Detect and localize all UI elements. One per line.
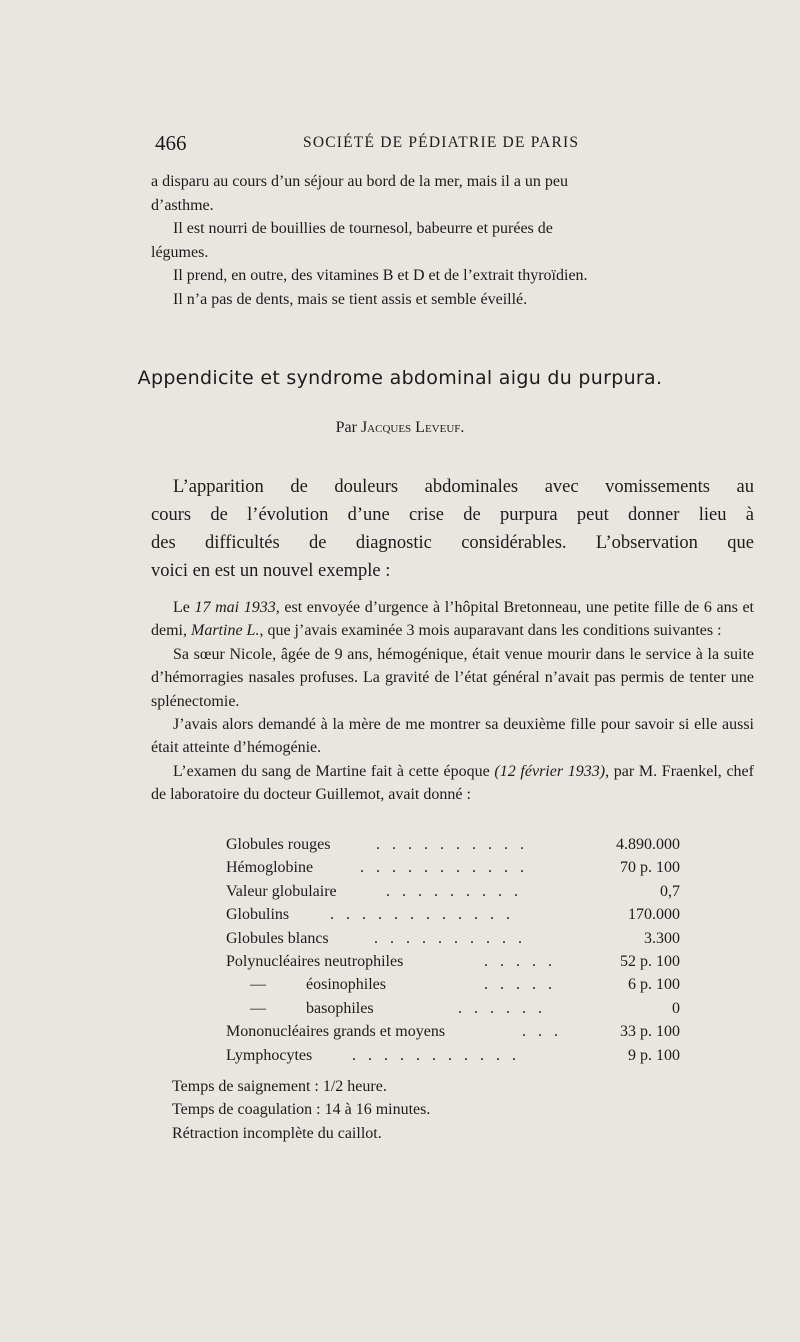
text-line: L’apparition de douleurs abdominales avec vomissements au (173, 477, 754, 497)
previous-case-text (151, 170, 754, 311)
text-run: L’examen du sang de Martine fait à cette époque (173, 762, 495, 780)
row-value: 170.000 (628, 906, 680, 924)
table-row (226, 976, 686, 999)
text-line: a disparu au cours d’un séjour au bord de la mer, mais il a un peu (151, 173, 569, 190)
row-leader: . . . . . . . . . . . (352, 1046, 520, 1064)
table-row (226, 1047, 686, 1070)
author-name: Jacques Leveuf. (360, 419, 465, 436)
row-leader: . . . . . . . . . . (376, 836, 528, 853)
observation-paragraph (151, 760, 754, 807)
article-title: Appendicite et syndrome abdominal aigu du purpura. (137, 367, 663, 389)
row-leader: . . . . . (484, 976, 556, 994)
blood-exam-table (226, 836, 686, 1070)
text-line: cours de l’évolution d’une crise de purpura peut donner lieu à (151, 505, 754, 525)
date-italic: (12 février 1933) (494, 762, 606, 780)
row-value: 9 p. 100 (628, 1046, 680, 1064)
text-run: , que j’avais examinée 3 mois auparavant dans les conditions suivantes : (259, 622, 722, 640)
row-value: 0 (672, 999, 680, 1017)
row-value: 6 p. 100 (628, 976, 680, 994)
running-head: SOCIÉTÉ DE PÉDIATRIE DE PARIS (303, 134, 580, 151)
row-leader: . . . (522, 1023, 562, 1041)
table-row (226, 859, 686, 882)
text-line: Temps de coagulation : 14 à 16 minutes. (172, 1101, 431, 1119)
text-run: , par M. Fraenkel, chef de laboratoire du docteur Guillemot, avait donné : (151, 762, 754, 804)
row-leader: . . . . . . . . . (386, 882, 522, 900)
row-value: 52 p. 100 (620, 952, 680, 970)
text-line: Il est nourri de bouillies de tournesol, babeurre et purées de (173, 220, 553, 237)
observation-paragraph: Sa sœur Nicole, âgée de 9 ans, hémogénique, était venue mourir dans le service à la suite d’hémorragies nasales profuses. La gravité de l’état général n’avait pas permis de tenter une splénectomie. (151, 645, 754, 710)
row-label: Globules rouges (226, 836, 331, 853)
row-leader: . . . . . . (458, 999, 546, 1017)
text-line: Il n’a pas de dents, mais se tient assis et semble éveillé. (173, 290, 528, 308)
intro-paragraph (151, 473, 754, 585)
article-byline (0, 419, 800, 437)
row-leader: . . . . . . . . . . . . (330, 906, 514, 924)
row-value: 70 p. 100 (620, 859, 680, 877)
byline-par: Par (335, 419, 357, 436)
table-row (226, 953, 686, 976)
text-line: d’asthme. (151, 196, 214, 214)
coagulation-results (172, 1075, 430, 1145)
text-line: Il prend, en outre, des vitamines B et D et de l’extrait thyroïdien. (173, 267, 588, 284)
row-label: — éosinophiles (226, 976, 386, 994)
row-leader: . . . . . (484, 952, 556, 970)
text-line: légumes. (151, 243, 209, 261)
row-leader: . . . . . . . . . . (374, 929, 526, 947)
page-header (155, 131, 755, 157)
table-row (226, 930, 686, 953)
row-value: 33 p. 100 (620, 1023, 680, 1041)
row-leader: . . . . . . . . . . . (360, 859, 528, 877)
text-line: Rétraction incomplète du caillot. (172, 1124, 382, 1142)
table-row (226, 1000, 686, 1023)
patient-name-italic: Martine L. (191, 622, 260, 640)
observation-text (151, 596, 754, 807)
table-row (226, 883, 686, 906)
row-label: Lymphocytes (226, 1046, 313, 1064)
text-run: Le (173, 599, 195, 616)
row-label: Valeur globulaire (226, 882, 337, 900)
text-line: des difficultés de diagnostic considérables. L’observation que (151, 533, 754, 553)
text-line: voici en est un nouvel exemple : (151, 561, 391, 581)
table-row (226, 1023, 686, 1046)
text-line: Temps de saignement : 1/2 heure. (172, 1078, 387, 1095)
row-value: 0,7 (660, 882, 680, 900)
row-label: Hémoglobine (226, 859, 314, 877)
observation-paragraph: J’avais alors demandé à la mère de me montrer sa deuxième fille pour savoir si elle aussi était atteinte d’hémogénie. (151, 716, 754, 757)
row-value: 4.890.000 (616, 836, 680, 853)
table-row (226, 836, 686, 859)
observation-paragraph (151, 596, 754, 643)
date-italic: 17 mai 1933 (194, 599, 276, 616)
row-value: 3.300 (644, 929, 680, 947)
row-label: Globules blancs (226, 929, 329, 947)
row-label: Polynucléaires neutrophiles (226, 952, 404, 970)
row-label: Globulins (226, 906, 290, 924)
text-run: , est envoyée d’urgence à l’hôpital Bretonneau, une petite fille de 6 ans et demi, (151, 599, 755, 640)
page-number: 466 (155, 131, 187, 155)
row-label: Mononucléaires grands et moyens (226, 1023, 446, 1041)
table-row (226, 906, 686, 929)
row-label: — basophiles (226, 999, 374, 1017)
